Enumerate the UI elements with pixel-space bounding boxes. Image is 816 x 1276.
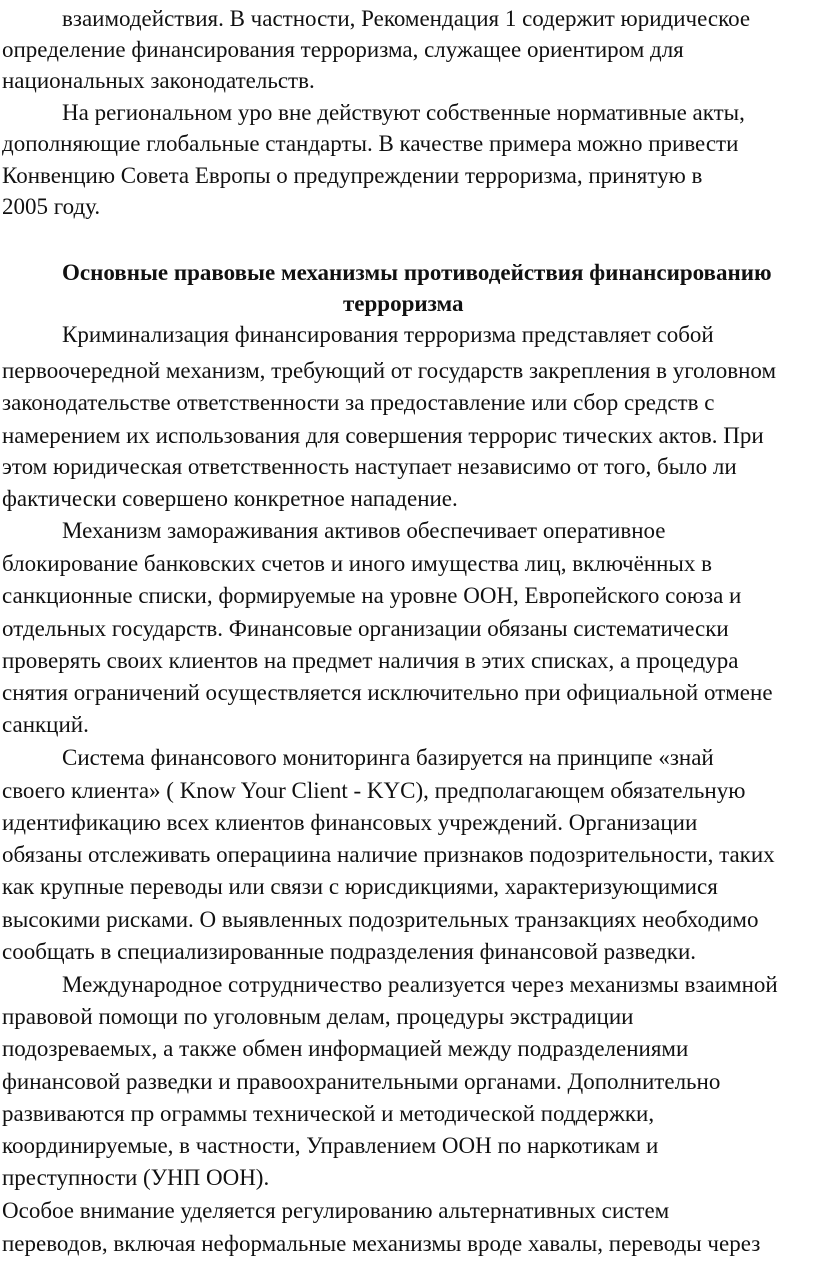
paragraph-line: сообщать в специализированные подразделения финансовой разведки. <box>2 939 696 964</box>
paragraph-line: определение финансирования терроризма, служащее ориентиром для <box>2 37 684 62</box>
paragraph-line: развиваются пр ограммы технической и методической поддержки, <box>2 1101 655 1126</box>
section-heading: терроризма <box>343 291 464 316</box>
paragraph-line: как крупные переводы или связи с юрисдикциями, характеризующимися <box>2 874 718 899</box>
section-heading: Основные правовые механизмы противодействия финансированию <box>62 260 772 285</box>
paragraph-line: проверять своих клиентов на предмет наличия в этих списках, а процедура <box>2 648 739 673</box>
paragraph-line: На региональном уро вне действуют собственные нормативные акты, <box>62 100 745 125</box>
paragraph-line: отдельных государств. Финансовые организации обязаны систематически <box>2 616 729 641</box>
paragraph-line: правовой помощи по уголовным делам, процедуры экстрадиции <box>2 1004 634 1029</box>
paragraph-line: финансовой разведки и правоохранительными органами. Дополнительно <box>2 1069 721 1094</box>
paragraph-line: дополняющие глобальные стандарты. В качестве примера можно привести <box>2 131 739 156</box>
paragraph-line: Особое внимание уделяется регулированию альтернативных систем <box>2 1198 670 1223</box>
paragraph-line: санкций. <box>2 712 89 737</box>
paragraph-line: обязаны отслеживать операциина наличие признаков подозрительности, таких <box>2 842 775 867</box>
paragraph-line: санкционные списки, формируемые на уровне ООН, Европейского союза и <box>2 583 742 608</box>
paragraph-line: законодательстве ответственности за предоставление или сбор средств с <box>2 390 715 415</box>
paragraph-line: 2005 году. <box>2 194 101 219</box>
paragraph-line: Система финансового мониторинга базируется на принципе «знай <box>62 745 714 770</box>
paragraph-line: первоочередной механизм, требующий от государств закрепления в уголовном <box>2 358 777 383</box>
paragraph-line: Криминализация финансирования терроризма представляет собой <box>62 322 714 347</box>
paragraph-line: координируемые, в частности, Управлением ООН по наркотикам и <box>2 1133 659 1158</box>
paragraph-line: взаимодействия. В частности, Рекомендация 1 содержит юридическое <box>62 6 751 31</box>
paragraph-line: Международное сотрудничество реализуется через механизмы взаимной <box>62 972 778 997</box>
paragraph-line: блокирование банковских счетов и иного имущества лиц, включённых в <box>2 551 712 576</box>
paragraph-line: идентификацию всех клиентов финансовых учреждений. Организации <box>2 810 698 835</box>
paragraph-line: преступности (УНП ООН). <box>2 1165 270 1190</box>
paragraph-line: высокими рисками. О выявленных подозрительных транзакциях необходимо <box>2 907 759 932</box>
paragraph-line: этом юридическая ответственность наступает независимо от того, было ли <box>2 454 737 479</box>
paragraph-line: Механизм замораживания активов обеспечивает оперативное <box>62 518 666 543</box>
paragraph-line: подозреваемых, а также обмен информацией между подразделениями <box>2 1036 689 1061</box>
paragraph-line: фактически совершено конкретное нападение. <box>2 486 458 511</box>
paragraph-line: своего клиента» ( Know Your Client - KYC), предполагающем обязательную <box>2 778 746 803</box>
paragraph-line: снятия ограничений осуществляется исключительно при официальной отмене <box>2 680 773 705</box>
paragraph-line: намерением их использования для совершения террорис тических актов. При <box>2 423 764 448</box>
paragraph-line: национальных законодательств. <box>2 68 315 93</box>
paragraph-line: переводов, включая неформальные механизмы вроде хавалы, переводы через <box>2 1231 761 1256</box>
paragraph-line: Конвенцию Совета Европы о предупреждении терроризма, принятую в <box>2 163 703 188</box>
